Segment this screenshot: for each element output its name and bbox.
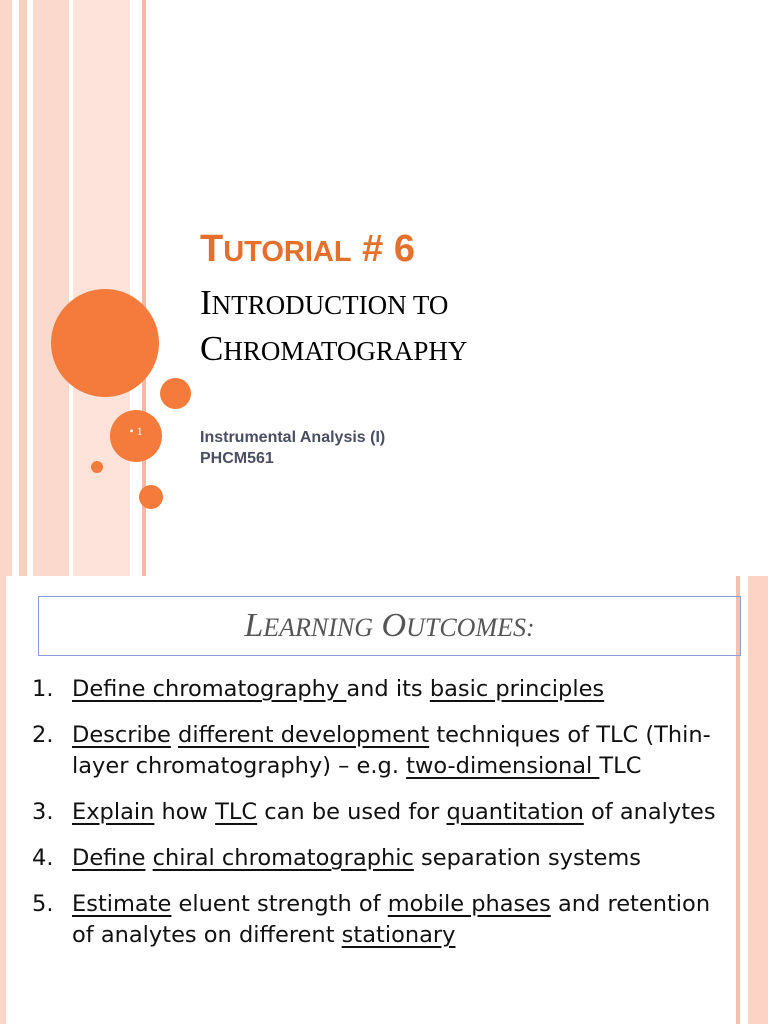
outcome-keyword: two-dimensional — [406, 753, 600, 779]
course-code: PHCM561 — [200, 450, 274, 467]
outcome-keyword: chiral chromatographic — [152, 845, 414, 871]
learning-outcomes-heading: LEARNING OUTCOMES: — [244, 607, 535, 644]
outcome-text: TLC — [599, 753, 642, 779]
outcome-text — [145, 845, 152, 871]
slide-subtitle — [200, 281, 467, 373]
decor-circle-small — [91, 461, 103, 473]
outcome-text: and its — [346, 676, 430, 702]
outcome-number: 2. — [32, 722, 54, 748]
outcome-number: 4. — [32, 845, 54, 871]
outcome-keyword: mobile phases — [387, 891, 551, 917]
decor-stripe — [0, 0, 12, 576]
outcome-keyword: stationary — [341, 922, 456, 948]
decor-circle-lower — [139, 485, 163, 509]
decor-stripe — [740, 576, 748, 1024]
outcome-text: eluent strength of — [171, 891, 388, 917]
outcome-item — [32, 843, 732, 874]
outcome-text — [171, 722, 178, 748]
outcome-item — [32, 889, 732, 951]
decor-stripe — [748, 576, 768, 1024]
decor-stripe — [33, 0, 69, 576]
outcome-keyword: different development — [178, 722, 430, 748]
course-info — [200, 427, 385, 469]
outcome-keyword: quantitation — [446, 799, 584, 825]
outcome-item — [32, 797, 732, 828]
page-number: • 1 — [129, 424, 143, 438]
outcome-keyword: Define chromatography — [72, 676, 347, 702]
outcome-text: how — [154, 799, 216, 825]
learning-outcomes-slide — [0, 576, 768, 1024]
outcome-keyword: TLC — [215, 799, 258, 825]
slide-title: TUTORIAL # 6 — [200, 228, 415, 270]
outcome-item — [32, 674, 732, 705]
decor-stripe — [0, 576, 6, 1024]
subtitle-line-2: CHROMATOGRAPHY — [200, 329, 468, 368]
decor-stripe — [73, 0, 130, 576]
outcome-keyword: Explain — [72, 799, 155, 825]
outcome-keyword: Describe — [72, 722, 171, 748]
outcome-keyword: basic principles — [429, 676, 605, 702]
outcome-number: 3. — [32, 799, 54, 825]
outcome-keyword: Define — [72, 845, 146, 871]
course-name: Instrumental Analysis (I) — [200, 429, 386, 446]
outcome-text: separation systems — [413, 845, 642, 871]
outcome-text: and retention of analytes on different — [72, 891, 711, 948]
outcome-keyword: Estimate — [72, 891, 172, 917]
outcome-item — [32, 720, 732, 782]
outcome-number: 1. — [32, 676, 54, 702]
outcome-text: can be used for — [257, 799, 447, 825]
heading-box — [38, 596, 741, 656]
decor-circle-medium — [160, 378, 191, 409]
outcomes-list — [32, 674, 732, 966]
decor-stripe — [19, 0, 27, 576]
outcome-text: techniques of TLC (Thin-layer chromatography) – e.g. — [72, 722, 711, 779]
outcome-text: of analytes — [583, 799, 716, 825]
subtitle-line-1: INTRODUCTION TO — [200, 283, 449, 322]
decor-circle-large — [51, 289, 159, 397]
outcome-number: 5. — [32, 891, 54, 917]
decor-stripe — [12, 0, 19, 576]
